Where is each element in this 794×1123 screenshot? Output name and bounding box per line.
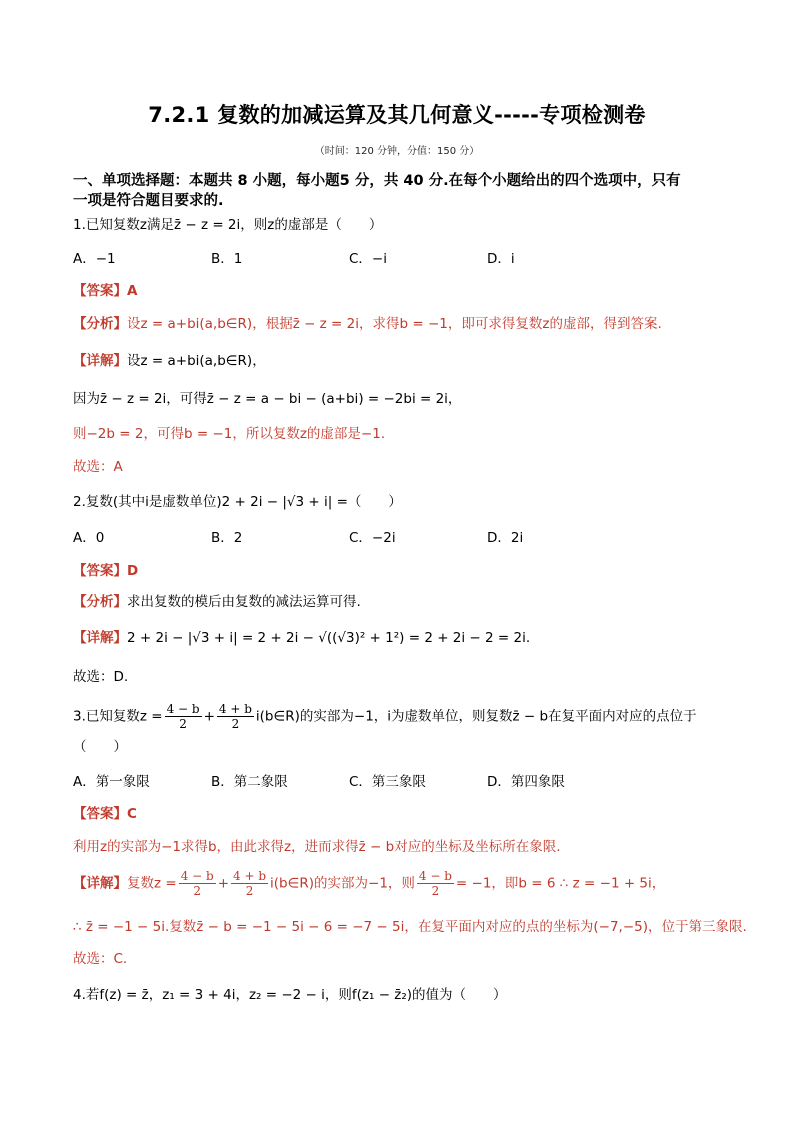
analysis-tag: 【分析】: [73, 594, 127, 610]
numerator: 4 + b: [218, 702, 252, 716]
fraction-imag: [231, 869, 268, 898]
option-d: D．2i: [487, 530, 524, 546]
question-3-choice: 故选：C.: [73, 951, 128, 967]
question-3-stem-paren: （ ）: [73, 739, 127, 755]
option-c: C．第三象限: [349, 774, 426, 790]
denominator: 2: [179, 717, 187, 731]
numerator: 4 − b: [166, 702, 200, 716]
question-4-stem: 4.若f(z) = z̄，z₁ = 3 + 4i，z₂ = −2 − i，则f(z₁ − z̄₂)的值为（ ）: [73, 987, 507, 1003]
fraction-equation: [417, 869, 454, 898]
detail-tag: 【详解】: [73, 630, 127, 646]
detail-suffix: = −1，即b = 6 ∴ z = −1 + 5i，: [455, 875, 666, 892]
question-1-detail-1: [73, 352, 266, 370]
detail-text: 2 + 2i − |√3 + i| = 2 + 2i − √((√3)² + 1²) = 2 + 2i − 2 = 2i.: [127, 630, 531, 646]
question-1-analysis: [73, 315, 662, 333]
question-2-options: [73, 529, 625, 547]
section-heading-line2: 一项是符合题目要求的.: [73, 193, 224, 209]
denominator: 2: [193, 884, 202, 898]
fraction-real: [179, 869, 216, 898]
question-2-answer: 【答案】D: [73, 563, 139, 579]
question-1-stem: 1.已知复数z满足z̄ − z = 2i，则z的虚部是（ ）: [73, 217, 383, 233]
stem-suffix: i(b∈R)的实部为−1，i为虚数单位，则复数z̄ − b在复平面内对应的点位于: [255, 708, 697, 725]
option-b: B．2: [211, 530, 243, 546]
denominator: 2: [245, 884, 254, 898]
question-1-options: [73, 250, 625, 268]
denominator: 2: [231, 717, 240, 731]
section-heading-line1: 一、单项选择题：本题共 8 小题，每小题5 分，共 40 分.在每个小题给出的四个选项中，只有: [73, 173, 681, 189]
option-d: D．第四象限: [487, 774, 565, 790]
exam-info: （时间：120 分钟，分值：150 分）: [314, 146, 480, 157]
analysis-text: 求出复数的模后由复数的减法运算可得.: [127, 594, 361, 610]
question-3-detail-1: [73, 869, 665, 898]
question-1-answer: 【答案】A: [73, 283, 138, 299]
option-b: B．第二象限: [211, 774, 288, 790]
numerator: 4 − b: [180, 869, 214, 883]
question-3-note: 利用z的实部为−1求得b，由此求得z，进而求得z̄ − b对应的坐标及坐标所在象限.: [73, 839, 561, 855]
question-2-stem: 2.复数(其中i是虚数单位)2 + 2i − |√3 + i| =（ ）: [73, 494, 402, 510]
numerator: 4 + b: [233, 869, 267, 883]
option-d: D．i: [487, 251, 515, 267]
option-a: A．0: [73, 530, 105, 546]
numerator: 4 − b: [418, 869, 452, 883]
question-2-detail: [73, 629, 530, 647]
question-3-options: [73, 773, 625, 791]
question-3-detail-2: ∴ z̄ = −1 − 5i.复数z̄ − b = −1 − 5i − 6 = −7 − 5i，在复平面内对应的点的坐标为(−7,−5)，位于第三象限.: [73, 919, 747, 935]
detail-tag: 【详解】: [73, 875, 127, 892]
analysis-tag: 【分析】: [73, 316, 127, 332]
option-c: C．−2i: [349, 530, 396, 546]
plus-sign: +: [203, 708, 215, 725]
analysis-text: 设z = a+bi(a,b∈R)，根据z̄ − z = 2i，求得b = −1，即可求得复数z的虚部，得到答案.: [127, 316, 662, 332]
stem-prefix: 3.已知复数z =: [73, 708, 163, 725]
question-1-detail-2: 因为z̄ − z = 2i，可得z̄ − z = a − bi − (a+bi) = −2bi = 2i，: [73, 391, 462, 407]
question-3-answer: 【答案】C: [73, 806, 137, 822]
plus-sign: +: [217, 875, 230, 892]
option-a: A．第一象限: [73, 774, 150, 790]
option-c: C．−i: [349, 251, 387, 267]
detail-text: 设z = a+bi(a,b∈R)，: [127, 353, 266, 369]
question-1-choice: 故选：A: [73, 459, 123, 475]
question-2-analysis: [73, 593, 361, 611]
fraction-imag: [217, 702, 254, 731]
detail-tag: 【详解】: [73, 353, 127, 369]
detail-prefix: 复数z =: [127, 875, 177, 892]
question-2-choice: 故选：D.: [73, 669, 129, 685]
detail-middle: i(b∈R)的实部为−1，则: [270, 875, 415, 892]
denominator: 2: [431, 884, 440, 898]
option-b: B．1: [211, 251, 243, 267]
option-a: A．−1: [73, 251, 116, 267]
fraction-real: [165, 702, 202, 731]
question-3-stem: [73, 702, 697, 731]
question-1-detail-3: 则−2b = 2，可得b = −1，所以复数z的虚部是−1.: [73, 426, 386, 442]
page-title: 7.2.1 复数的加减运算及其几何意义-----专项检测卷: [148, 103, 646, 127]
